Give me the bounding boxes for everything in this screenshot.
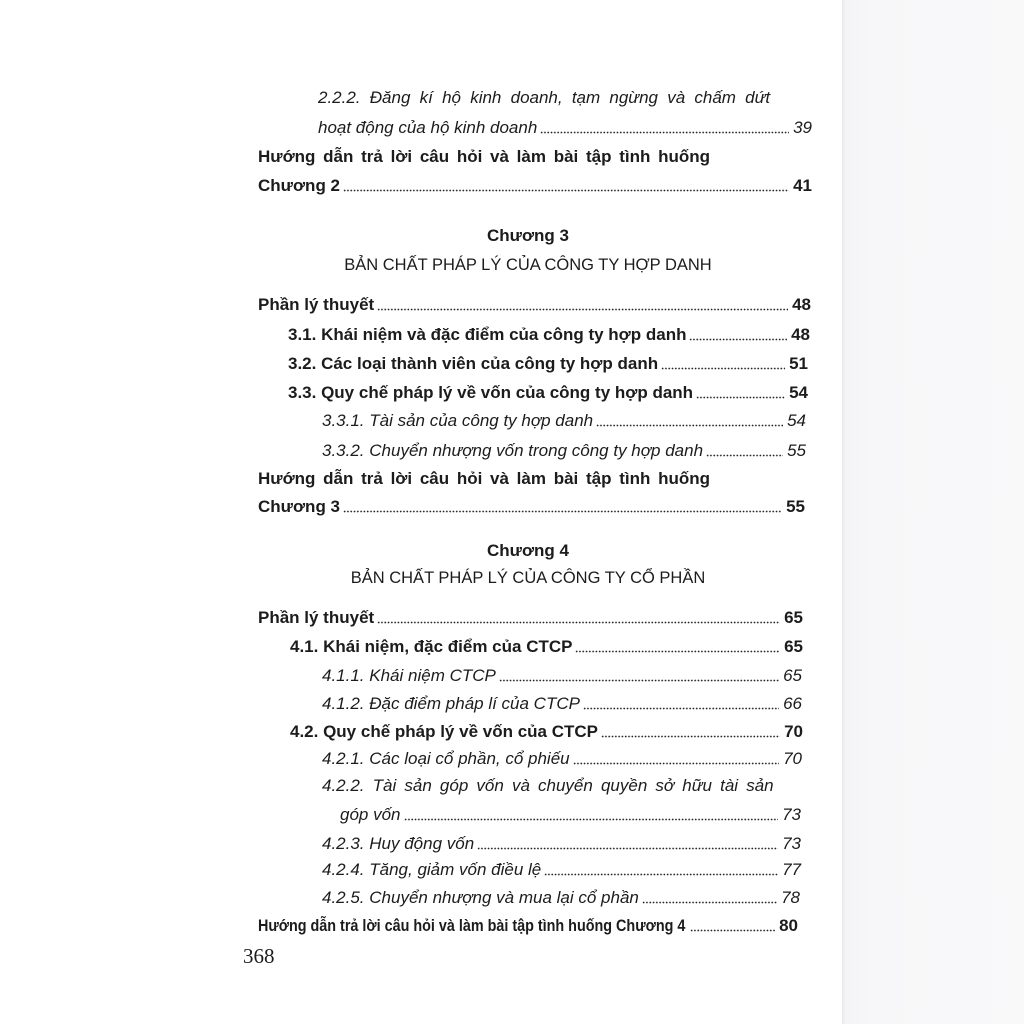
- toc-entry-page: 73: [782, 805, 801, 824]
- leader-dots: [583, 707, 779, 710]
- toc-entry-title: Phần lý thuyết: [258, 295, 375, 314]
- toc-entry: [322, 860, 801, 880]
- toc-entry-page: 55: [786, 497, 805, 516]
- toc-entry-page: 70: [784, 722, 803, 741]
- leader-dots: [540, 131, 789, 134]
- leader-dots: [477, 847, 778, 850]
- page-number: 368: [243, 944, 275, 968]
- toc-entry-title: 4.2. Quy chế pháp lý về vốn của CTCP: [290, 722, 598, 741]
- toc-entry-page: 48: [791, 325, 810, 344]
- leader-dots: [499, 679, 779, 682]
- leader-dots: [706, 454, 783, 457]
- toc-entry-title: Hướng dẫn trả lời câu hỏi và làm bài tập tình huống Chương 4: [258, 916, 686, 935]
- leader-dots: [573, 762, 779, 765]
- toc-entry-2-2-2-line1: [318, 88, 770, 108]
- toc-entry-title: 3.3. Quy chế pháp lý về vốn của công ty hợp danh: [288, 383, 694, 402]
- toc-entry: [322, 441, 806, 461]
- toc-entry-page: 70: [783, 749, 802, 768]
- toc-entry: [290, 722, 803, 742]
- toc-entry-title: 3.2. Các loại thành viên của công ty hợp danh: [288, 354, 659, 373]
- leader-dots: [696, 396, 785, 399]
- page-edge-shadow: [842, 0, 1024, 1024]
- leader-dots: [343, 189, 789, 192]
- toc-entry-page: 66: [783, 694, 802, 713]
- toc-entry-page: 80: [779, 916, 798, 935]
- toc-guide-ch2-line1: [258, 147, 710, 167]
- toc-entry: [322, 411, 806, 431]
- toc-entry-title: 4.1.2. Đặc điểm pháp lí của CTCP: [322, 694, 580, 713]
- leader-dots: [642, 901, 777, 904]
- toc-entry-title: Chương 2: [258, 176, 341, 195]
- toc-entry-2-2-2-line2: [318, 118, 812, 138]
- toc-entry-title: 2.2.2. Đăng kí hộ kinh doanh, tạm ngừng và chấm dứt: [318, 88, 771, 107]
- leader-dots: [404, 818, 779, 821]
- toc-entry: [322, 834, 801, 854]
- leader-dots: [575, 650, 780, 653]
- toc-entry-title: Hướng dẫn trả lời câu hỏi và làm bài tập tình huống: [258, 469, 711, 488]
- toc-entry-title: Phần lý thuyết: [258, 608, 375, 627]
- toc-entry-page: 73: [782, 834, 801, 853]
- toc-entry-page: 39: [793, 118, 812, 137]
- toc-entry-page: 55: [787, 441, 806, 460]
- toc-entry-title: 4.2.2. Tài sản góp vốn và chuyển quyền sở hữu tài sản: [322, 776, 774, 795]
- toc-entry-title: 4.2.5. Chuyển nhượng và mua lại cổ phần: [322, 888, 639, 907]
- leader-dots: [689, 338, 787, 341]
- chapter-3-label: Chương 3: [486, 226, 569, 245]
- toc-entry-page: 41: [793, 176, 812, 195]
- toc-entry: [288, 325, 810, 345]
- toc-entry: [288, 383, 808, 403]
- leader-dots: [661, 367, 785, 370]
- leader-dots: [377, 308, 788, 311]
- toc-entry: [322, 666, 802, 686]
- toc-entry-title: Chương 3: [258, 497, 341, 516]
- toc-entry: [258, 295, 811, 315]
- toc-guide-ch4: [258, 916, 798, 936]
- toc-entry-page: 54: [789, 383, 808, 402]
- toc-entry-page: 65: [784, 637, 803, 656]
- toc-entry-title: 3.1. Khái niệm và đặc điểm của công ty hợp danh: [288, 325, 687, 344]
- toc-entry-4-2-2-line2: [340, 805, 801, 825]
- toc-entry: [290, 637, 803, 657]
- toc-entry-title: 4.2.1. Các loại cổ phần, cổ phiếu: [322, 749, 570, 768]
- toc-entry-page: 77: [782, 860, 801, 879]
- leader-dots: [601, 735, 780, 738]
- toc-entry-title: 4.1.1. Khái niệm CTCP: [322, 666, 496, 685]
- chapter-3-title: BẢN CHẤT PHÁP LÝ CỦA CÔNG TY HỢP DANH: [344, 256, 712, 274]
- toc-entry-title: Hướng dẫn trả lời câu hỏi và làm bài tập tình huống: [258, 147, 711, 166]
- toc-entry-page: 78: [781, 888, 800, 907]
- toc-entry-title: góp vốn: [340, 805, 401, 824]
- toc-entry-title: 3.3.2. Chuyển nhượng vốn trong công ty hợp danh: [322, 441, 704, 460]
- leader-dots: [343, 510, 782, 513]
- toc-entry-4-2-2-line1: [322, 776, 774, 796]
- toc-entry-title: 4.2.4. Tăng, giảm vốn điều lệ: [322, 860, 542, 879]
- toc-entry-page: 48: [792, 295, 811, 314]
- chapter-4-title: BẢN CHẤT PHÁP LÝ CỦA CÔNG TY CỔ PHẦN: [350, 569, 706, 587]
- leader-dots: [690, 929, 775, 932]
- leader-dots: [544, 873, 778, 876]
- toc-entry-page: 65: [783, 666, 802, 685]
- toc-entry-title: 3.3.1. Tài sản của công ty hợp danh: [322, 411, 594, 430]
- chapter-4-label: Chương 4: [486, 541, 569, 560]
- toc-guide-ch3-line2: [258, 497, 805, 517]
- toc-entry-page: 51: [789, 354, 808, 373]
- toc-entry: [322, 888, 800, 908]
- toc-guide-ch3-line1: [258, 469, 710, 489]
- toc-entry: [258, 608, 803, 628]
- toc-entry-page: 54: [787, 411, 806, 430]
- toc-guide-ch2-line2: [258, 176, 812, 196]
- leader-dots: [596, 424, 783, 427]
- toc-entry: [322, 749, 802, 769]
- toc-entry: [288, 354, 808, 374]
- toc-entry: [322, 694, 802, 714]
- toc-entry-title: 4.2.3. Huy động vốn: [322, 834, 475, 853]
- toc-entry-page: 65: [784, 608, 803, 627]
- toc-entry-title: hoạt động của hộ kinh doanh: [318, 118, 538, 137]
- toc-entry-title: 4.1. Khái niệm, đặc điểm của CTCP: [290, 637, 573, 656]
- leader-dots: [377, 621, 780, 624]
